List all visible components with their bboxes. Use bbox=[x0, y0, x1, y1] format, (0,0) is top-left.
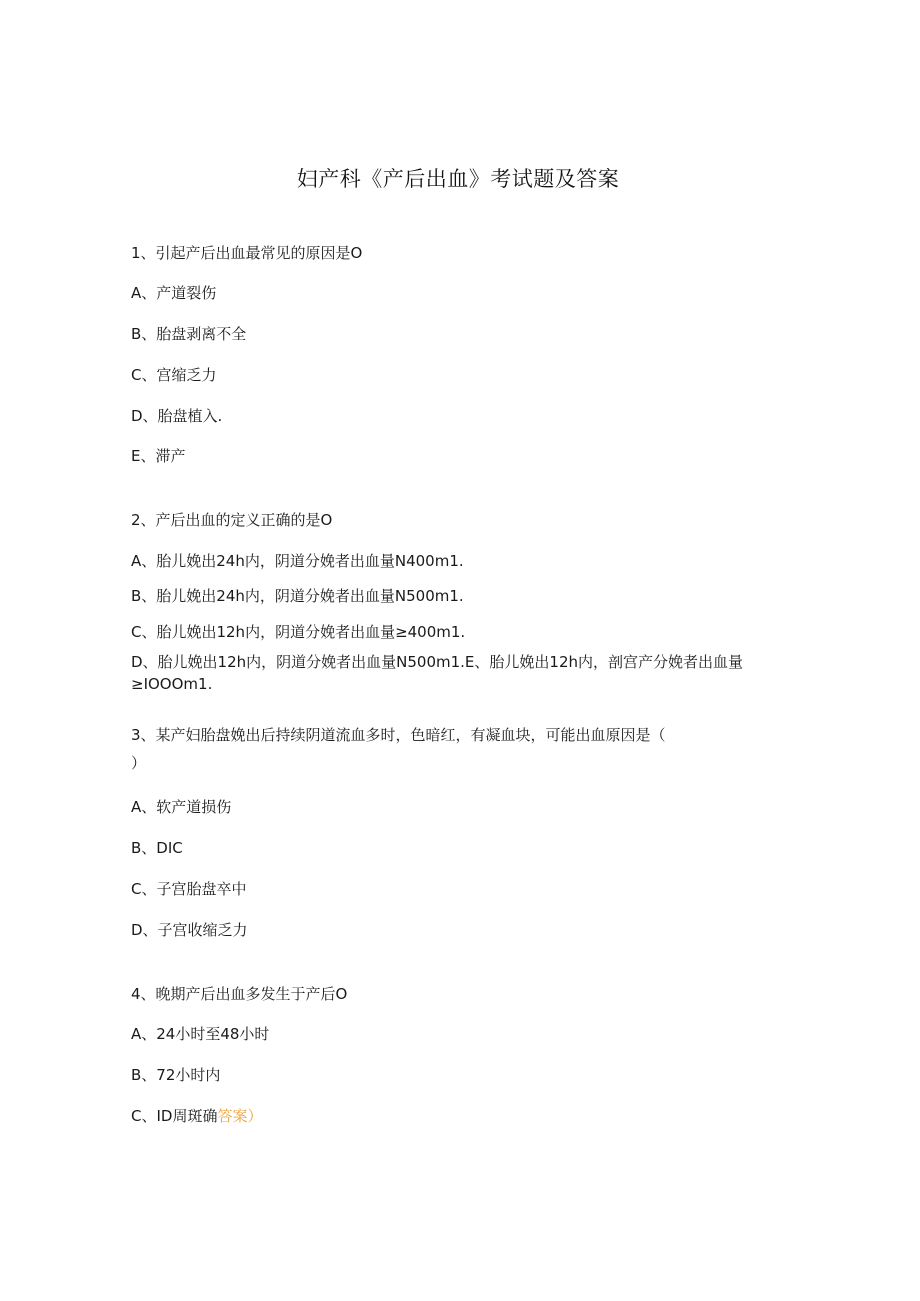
question-3-option-d: D、子宫收缩乏力 bbox=[131, 921, 248, 939]
question-3-stem-continued: ） bbox=[131, 754, 147, 772]
question-4-option-a: A、24小时至48小时 bbox=[131, 1025, 270, 1043]
question-2-option-d: D、胎儿娩出12h内，阴道分娩者出血量N500m1.E、胎儿娩出12h内，剖宫产分娩者出血量≥IOOOm1. bbox=[131, 653, 743, 693]
question-1-option-b: B、胎盘剥离不全 bbox=[131, 325, 247, 343]
document-title: 妇产科《产后出血》考试题及答案 bbox=[296, 167, 620, 191]
question-3-option-c: C、子宫胎盘卒中 bbox=[131, 880, 247, 898]
question-4-option-c bbox=[131, 1106, 262, 1126]
question-1-option-c: C、宫缩乏力 bbox=[131, 366, 217, 384]
question-2-option-a: A、胎儿娩出24h内，阴道分娩者出血量N400m1. bbox=[131, 552, 464, 570]
answer-heading-fragment: 答案） bbox=[217, 1107, 263, 1125]
question-3-option-a: A、软产道损伤 bbox=[131, 798, 232, 816]
question-1-option-a: A、产道裂伤 bbox=[131, 284, 217, 302]
question-4-option-b: B、72小时内 bbox=[131, 1066, 221, 1084]
question-1-option-d: D、胎盘植入. bbox=[131, 407, 223, 425]
question-3-stem: 3、某产妇胎盘娩出后持续阴道流血多时，色暗红，有凝血块，可能出血原因是（ bbox=[131, 726, 666, 744]
question-3-option-b: B、DIC bbox=[131, 839, 183, 857]
question-2-option-c: C、胎儿娩出12h内，阴道分娩者出血量≥400m1. bbox=[131, 623, 466, 641]
question-4-option-c-text: C、ID周斑确 bbox=[131, 1107, 218, 1125]
question-4-stem: 4、晚期产后出血多发生于产后O bbox=[131, 985, 348, 1003]
question-2-stem: 2、产后出血的定义正确的是O bbox=[131, 511, 333, 529]
question-1-stem: 1、引起产后出血最常见的原因是O bbox=[131, 244, 363, 262]
question-2-option-b: B、胎儿娩出24h内，阴道分娩者出血量N500m1. bbox=[131, 587, 464, 605]
question-1-option-e: E、滞产 bbox=[131, 447, 186, 465]
